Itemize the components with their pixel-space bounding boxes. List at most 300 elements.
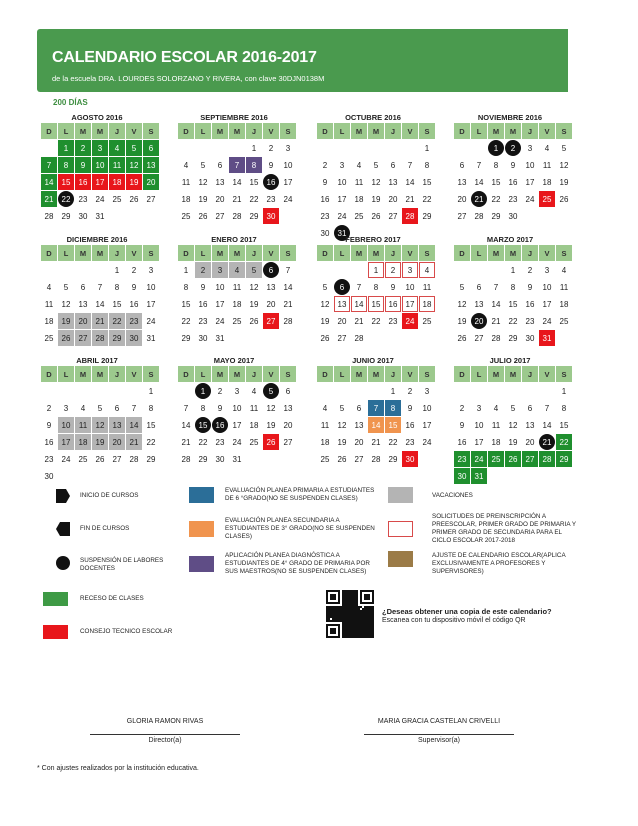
day-cell: 13 [457,177,467,187]
empty-day-cell [126,383,142,399]
day-cell: 22 [388,437,398,447]
director-signature-line [90,734,240,735]
legend-text: RECESO DE CLASES [80,595,144,602]
day-cell: 9 [217,403,223,413]
weekday-header: S [556,123,572,139]
day-cell: 7 [97,282,103,292]
day-cell: 26 [505,451,521,467]
day-cell: 24 [283,194,293,204]
day-cell: 4 [356,160,362,170]
weekday-header: M [212,366,228,382]
month-calendar [313,113,433,241]
day-cell: 16 [405,420,415,430]
month-title: OCTUBRE 2016 [345,113,401,122]
day-cell: 13 [109,417,125,433]
day-cell: 15 [508,299,518,309]
day-cell: 26 [337,454,347,464]
day-cell: 20 [354,437,364,447]
day-cell: 14 [474,177,484,187]
day-cell: 4 [46,282,52,292]
day-cell: 22 [491,194,501,204]
day-cell: 4 [561,265,567,275]
day-cell: 9 [459,420,465,430]
day-cell: 3 [476,403,482,413]
day-cell: 8 [200,403,206,413]
day-cell: 1 [488,140,504,156]
day-cell: 15 [195,417,211,433]
day-cell: 20 [143,174,159,190]
day-cell: 11 [232,282,242,292]
day-cell: 31 [471,468,487,484]
day-cell: 19 [337,437,347,447]
day-cell: 1 [561,386,567,396]
qr-subtitle: Escanea con tu dispositivo móvil el código QR [382,617,526,624]
footnote: * Con ajustes realizados por la institución educativa. [37,765,199,772]
empty-day-cell [351,262,367,278]
day-cell: 23 [78,194,88,204]
month-days-grid [41,366,157,484]
day-cell: 14 [351,296,367,312]
weekday-header: L [334,366,350,382]
day-cell: 31 [215,333,225,343]
day-cell: 18 [320,437,330,447]
day-cell: 16 [457,437,467,447]
day-cell: 26 [559,194,569,204]
day-cell: 20 [109,434,125,450]
day-cell: 8 [373,282,379,292]
month-days-grid [178,245,294,346]
day-cell: 20 [266,299,276,309]
legend-text: FIN DE CURSOS [80,525,130,532]
day-cell: 26 [58,330,74,346]
day-cell: 12 [198,177,208,187]
day-cell: 28 [539,451,555,467]
end-of-classes-arrow-icon [56,522,70,536]
weekday-header: L [334,123,350,139]
day-cell: 11 [320,420,330,430]
day-cell: 23 [508,194,518,204]
day-cell: 19 [371,194,381,204]
recess-swatch [43,592,68,606]
day-cell: 28 [474,211,484,221]
day-cell: 11 [422,282,432,292]
empty-day-cell [402,140,418,156]
weekday-header: M [351,245,367,261]
day-cell: 29 [181,333,191,343]
weekday-header: V [263,123,279,139]
day-cell: 3 [63,403,69,413]
day-cell: 4 [80,403,86,413]
weekday-header: M [75,123,91,139]
empty-day-cell [41,383,57,399]
day-cell: 26 [457,333,467,343]
day-cell: 28 [402,208,418,224]
empty-day-cell [368,140,384,156]
day-cell: 21 [232,194,242,204]
day-cell: 5 [339,403,345,413]
day-cell: 8 [510,282,516,292]
day-cell: 6 [114,403,120,413]
day-cell: 24 [215,316,225,326]
day-cell: 27 [283,437,293,447]
weekday-header: L [195,366,211,382]
day-cell: 12 [249,282,259,292]
day-cell: 23 [266,194,276,204]
day-cell: 1 [183,265,189,275]
day-cell: 25 [422,316,432,326]
day-cell: 10 [542,282,552,292]
day-cell: 23 [215,437,225,447]
day-cell: 28 [181,454,191,464]
day-cell: 13 [334,296,350,312]
day-cell: 15 [249,177,259,187]
day-cell: 25 [44,333,54,343]
empty-day-cell [454,383,470,399]
day-cell: 25 [559,316,569,326]
weekday-header: J [246,245,262,261]
day-cell: 19 [249,299,259,309]
day-cell: 4 [544,143,550,153]
empty-day-cell [195,140,211,156]
day-cell: 5 [510,403,516,413]
day-cell: 24 [471,451,487,467]
legend-text: APLICACIÓN PLANEA DIAGNÓSTICA A ESTUDIANTES DE 4° GRADO DE PRIMARIA POR SUS MAESTROS(NO SE SUSPENDEN CLASES) [225,552,370,575]
day-cell: 17 [215,299,225,309]
day-cell: 21 [181,437,191,447]
day-cell: 10 [215,282,225,292]
qr-code[interactable] [326,590,374,638]
day-cell: 5 [126,140,142,156]
planea-diagnostic-swatch [189,556,214,572]
day-cell: 20 [525,437,535,447]
month-title: AGOSTO 2016 [71,113,123,122]
weekday-header: D [178,366,194,382]
weekday-header: M [368,245,384,261]
empty-day-cell [471,140,487,156]
weekday-header: S [280,245,296,261]
day-cell: 30 [508,211,518,221]
day-cell: 10 [525,160,535,170]
weekday-header: V [263,245,279,261]
weekday-header: M [505,366,521,382]
day-cell: 24 [542,316,552,326]
day-cell: 11 [75,417,91,433]
day-cell: 23 [320,211,330,221]
weekday-header: M [368,366,384,382]
day-cell: 8 [493,160,499,170]
day-cell: 11 [249,403,259,413]
day-cell: 8 [58,157,74,173]
day-cell: 2 [505,140,521,156]
month-calendar [450,113,570,224]
day-cell: 23 [198,316,208,326]
day-cell: 1 [424,143,430,153]
weekday-header: V [263,366,279,382]
month-title: SEPTIEMBRE 2016 [200,113,268,122]
weekday-header: J [109,123,125,139]
day-cell: 27 [354,454,364,464]
day-cell: 18 [232,299,242,309]
day-cell: 21 [92,313,108,329]
day-cell: 8 [424,160,430,170]
day-cell: 6 [356,403,362,413]
empty-day-cell [317,383,333,399]
day-cell: 7 [544,403,550,413]
day-cell: 12 [559,160,569,170]
day-cell: 16 [75,174,91,190]
day-cell: 28 [129,454,139,464]
day-cell: 2 [407,386,413,396]
day-cell: 8 [385,400,401,416]
day-cell: 10 [58,417,74,433]
supervisor-signature-line [364,734,514,735]
day-cell: 27 [457,211,467,221]
weekday-header: M [505,245,521,261]
day-cell: 30 [320,228,330,238]
day-cell: 2 [527,265,533,275]
day-cell: 24 [422,437,432,447]
day-cell: 17 [402,296,418,312]
day-cell: 22 [198,437,208,447]
weekday-header: M [488,123,504,139]
day-cell: 27 [337,333,347,343]
day-cell: 18 [491,437,501,447]
day-cell: 1 [510,265,516,275]
empty-day-cell [178,140,194,156]
legend-text: SUSPENSIÓN DE LABORES DOCENTES [80,557,164,572]
weekday-header: M [212,123,228,139]
day-cell: 4 [109,140,125,156]
day-cell: 16 [129,299,139,309]
day-cell: 17 [337,194,347,204]
day-cell: 29 [508,333,518,343]
day-cell: 6 [527,403,533,413]
weekday-header: V [402,366,418,382]
weekday-header: S [419,366,435,382]
day-cell: 5 [63,282,69,292]
month-title: DICIEMBRE 2016 [66,235,128,244]
day-cell: 15 [559,420,569,430]
day-cell: 19 [320,316,330,326]
day-cell: 22 [556,434,572,450]
supervisor-name: MARIA GRACIA CASTELAN CRIVELLI [377,718,501,725]
legend-text: EVALUACIÓN PLANEA SECUNDARIA A ESTUDIANTES DE 3° GRADO(NO SE SUSPENDEN CLASES) [225,517,375,540]
day-cell: 11 [44,299,54,309]
day-cell: 12 [61,299,71,309]
day-cell: 6 [285,386,291,396]
month-title: ENERO 2017 [211,235,257,244]
day-cell: 25 [354,211,364,221]
day-cell: 1 [251,143,257,153]
supervisor-role: Supervisor(a) [417,737,460,744]
day-cell: 14 [181,420,191,430]
day-cell: 16 [44,437,54,447]
legend-text: VACACIONES [432,492,473,499]
day-cell: 17 [542,299,552,309]
empty-day-cell [178,383,194,399]
day-cell: 7 [493,282,499,292]
day-cell: 8 [561,403,567,413]
weekday-header: M [92,366,108,382]
vacation-swatch [388,487,413,503]
weekday-header: D [317,123,333,139]
day-cell: 20 [388,194,398,204]
day-cell: 3 [212,262,228,278]
day-cell: 17 [422,420,432,430]
day-cell: 7 [229,157,245,173]
day-cell: 4 [322,403,328,413]
month-title: MAYO 2017 [213,356,255,365]
day-cell: 29 [556,451,572,467]
month-calendar [174,235,294,346]
day-cell: 13 [354,420,364,430]
day-cell: 1 [195,383,211,399]
day-cell: 22 [58,191,74,207]
empty-day-cell [229,140,245,156]
day-cell: 3 [285,143,291,153]
empty-day-cell [505,383,521,399]
day-cell: 9 [200,282,206,292]
day-cell: 16 [508,177,518,187]
empty-day-cell [41,140,57,156]
day-cell: 24 [146,316,156,326]
empty-day-cell [58,383,74,399]
weekday-header: J [522,123,538,139]
weekday-header: L [195,245,211,261]
day-cell: 11 [491,420,501,430]
day-cell: 22 [181,316,191,326]
empty-day-cell [334,383,350,399]
day-cell: 28 [371,454,381,464]
empty-day-cell [75,262,91,278]
day-cell: 29 [422,211,432,221]
day-cell: 18 [181,194,191,204]
day-cell: 26 [129,194,139,204]
day-cell: 18 [75,434,91,450]
day-cell: 17 [58,434,74,450]
day-cell: 24 [95,194,105,204]
weekday-header: M [92,123,108,139]
day-cell: 29 [61,211,71,221]
weekday-header: D [178,245,194,261]
day-cell: 9 [75,157,91,173]
month-calendar [174,113,294,224]
day-cell: 14 [126,417,142,433]
day-cell: 3 [234,386,240,396]
suspension-circle-icon [56,556,70,570]
month-days-grid [178,123,294,224]
weekday-header: M [351,366,367,382]
weekday-header: M [75,245,91,261]
day-cell: 28 [354,333,364,343]
day-cell: 8 [183,282,189,292]
day-cell: 18 [249,420,259,430]
day-cell: 10 [283,160,293,170]
day-cell: 4 [419,262,435,278]
day-cell: 10 [474,420,484,430]
day-cell: 2 [385,262,401,278]
day-cell: 6 [476,282,482,292]
empty-day-cell [334,262,350,278]
day-cell: 22 [146,437,156,447]
day-cell: 23 [525,316,535,326]
empty-day-cell [334,140,350,156]
day-cell: 19 [559,177,569,187]
weekday-header: L [58,245,74,261]
weekday-header: L [195,123,211,139]
day-cell: 21 [471,191,487,207]
legend-text: CONSEJO TECNICO ESCOLAR [80,628,173,635]
day-cell: 20 [283,420,293,430]
day-cell: 31 [232,454,242,464]
month-calendar [313,235,433,346]
day-cell: 30 [454,468,470,484]
day-cell: 29 [198,454,208,464]
preinscription-frame-swatch [388,521,413,537]
month-title: MARZO 2017 [486,235,534,244]
month-title: FEBRERO 2017 [345,235,401,244]
day-cell: 3 [148,265,154,275]
day-cell: 14 [95,299,105,309]
day-cell: 29 [249,211,259,221]
empty-day-cell [368,383,384,399]
day-cell: 10 [146,282,156,292]
day-cell: 14 [491,299,501,309]
day-cell: 12 [508,420,518,430]
day-cell: 24 [402,313,418,329]
weekday-header: J [109,366,125,382]
day-cell: 4 [229,262,245,278]
empty-day-cell [351,140,367,156]
day-cell: 8 [148,403,154,413]
weekday-header: L [471,245,487,261]
day-cell: 20 [215,194,225,204]
start-of-classes-arrow-icon [56,489,70,503]
month-days-grid [454,245,570,346]
month-calendar [313,356,433,467]
day-cell: 11 [542,160,552,170]
day-cell: 1 [148,386,154,396]
day-cell: 30 [126,330,142,346]
day-cell: 9 [322,177,328,187]
day-cell: 28 [491,333,501,343]
day-cell: 5 [246,262,262,278]
weekday-header: J [522,366,538,382]
day-cell: 21 [126,434,142,450]
day-cell: 11 [354,177,364,187]
month-title: JULIO 2017 [489,356,531,365]
day-cell: 19 [198,194,208,204]
day-cell: 6 [263,262,279,278]
day-cell: 14 [41,174,57,190]
weekday-header: D [454,123,470,139]
weekday-header: V [126,245,142,261]
day-cell: 14 [542,420,552,430]
day-cell: 17 [92,174,108,190]
day-cell: 15 [181,299,191,309]
day-cell: 16 [263,174,279,190]
day-cell: 9 [407,403,413,413]
day-cell: 2 [459,403,465,413]
day-cell: 12 [320,299,330,309]
day-cell: 2 [75,140,91,156]
planea-secondary-swatch [189,521,214,537]
day-cell: 14 [405,177,415,187]
day-cell: 30 [44,471,54,481]
day-cell: 30 [215,454,225,464]
day-cell: 4 [493,403,499,413]
day-cell: 26 [263,434,279,450]
